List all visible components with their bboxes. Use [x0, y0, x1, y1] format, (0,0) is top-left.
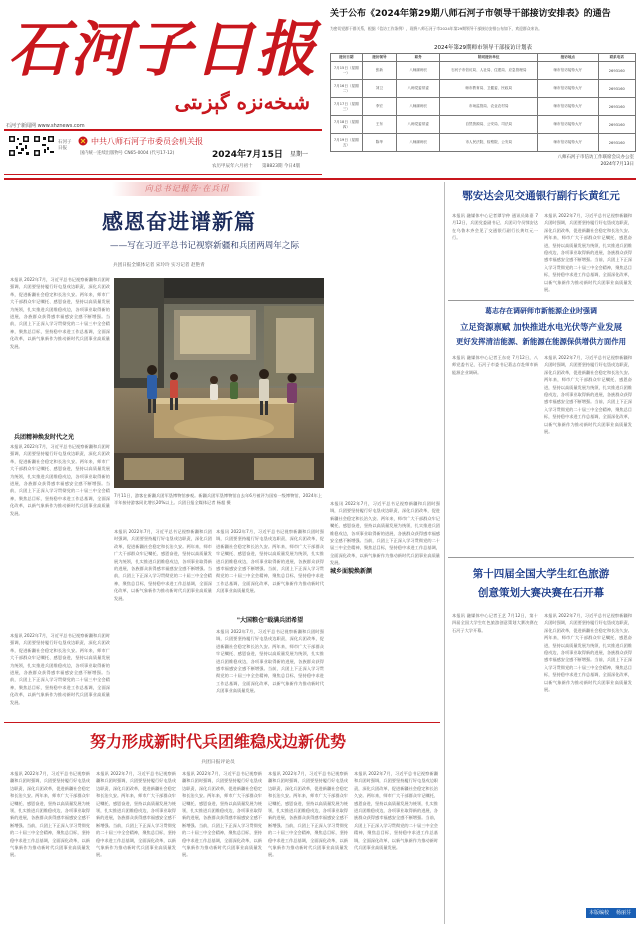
- notice-footer: 八师石河子市信访工作联席会议办公室: [557, 155, 634, 160]
- table-header: 接访领导: [362, 54, 397, 62]
- body-text: 本报讯 2022年7月，习近平总书记视察新疆和兵团时强调，兵团要坚持履行好屯垦戍边职责，深化兵团改革，促进新疆社会稳定和长治久安。两年来，师市广大干部群众牢记嘱托、感恩奋进，坚持以高质量发展为统领，扎实推进兵团维稳戍边，各项事业取得新的进展，各族群众获得感幸福感安全感不断增强。当前，兵团上下正深入学习贯彻党的二十届三中全会精神，聚焦总目标，坚持稳中求进工作总基调，全面深化改革，以新气象新作为推动新时代兵团事业高质量发展。: [544, 355, 632, 435]
- qr-code[interactable]: [33, 135, 55, 157]
- body-text: 本报讯 2022年7月，习近平总书记视察新疆和兵团时强调，兵团要坚持履行好屯垦戍边职责，深化兵团改革，促进新疆社会稳定和长治久安。两年来，师市广大干部群众牢记嘱托、感恩奋进，坚持以高质量发展为统领，扎实推进兵团维稳戍边，各项事业取得新的进展，各族群众获得感幸福感安全感不断增强。当前，兵团上下正深入学习贯彻党的二十届三中全会精神，聚焦总目标，坚持稳中求进工作总基调，全面深化改革，以新气象新作为推动新时代兵团事业高质量发展。: [96, 771, 176, 858]
- issue-number: 第8823期 今日4版: [262, 164, 301, 169]
- commentary-title: 努力形成新时代兵团维稳戍边新优势: [89, 732, 346, 751]
- notice: [330, 6, 636, 178]
- vertical-divider: [444, 182, 445, 924]
- commentary-byline: 兵团日报评论员: [201, 760, 235, 765]
- table-header: 陪同接访单位: [440, 54, 538, 62]
- body-text: 本报讯 2022年7月，习近平总书记视察新疆和兵团时强调，兵团要坚持履行好屯垦戍边职责，深化兵团改革，促进新疆社会稳定和长治久安。两年来，师市广大干部群众牢记嘱托、感恩奋进，坚持以高质量发展为统领，扎实推进兵团维稳戍边，各项事业取得新的进展，各族群众获得感幸福感安全感不断增强。当前，兵团上下正深入学习贯彻党的二十届三中全会精神，聚焦总目标，坚持稳中求进工作总基调，全面深化改革，以新气象新作为推动新时代兵团事业高质量发展。: [182, 771, 262, 858]
- weekday: 星期一: [290, 151, 309, 158]
- table-cell: 7月17日（星期三）: [331, 98, 363, 116]
- table-row: [331, 134, 636, 152]
- table-header: 联系电话: [598, 54, 635, 62]
- body-text: 本报讯 2022年7月，习近平总书记视察新疆和兵团时强调，兵团要坚持履行好屯垦戍边职责，深化兵团改革，促进新疆社会稳定和长治久安。两年来，师市广大干部群众牢记嘱托、感恩奋进，坚持以高质量发展为统领，扎实推进兵团维稳戍边，各项事业取得新的进展，各族群众获得感幸福感安全感不断增强。当前，兵团上下正深入学习贯彻党的二十届三中全会精神，聚焦总目标，坚持稳中求进工作总基调，全面深化改革，以新气象新作为推动新时代兵团事业高质量发展。: [544, 213, 632, 293]
- table-cell: 师市教育局、卫健委、民政局: [440, 80, 538, 98]
- notice-table: [330, 53, 636, 152]
- qr-code[interactable]: [8, 135, 30, 157]
- body-text: 本报讯 2022年7月，习近平总书记视察新疆和兵团时强调，兵团要坚持履行好屯垦戍边职责，深化兵团改革，促进新疆社会稳定和长治久安。两年来，师市广大干部群众牢记嘱托、感恩奋进，坚持以高质量发展为统领，扎实推进兵团维稳戍边，各项事业取得新的进展，各族群众获得感幸福感安全感不断增强。当前，兵团上下正深入学习贯彻党的二十届三中全会精神，聚焦总目标，坚持稳中求进工作总基调，全面深化改革，以新气象新作为推动新时代兵团事业高质量发展。: [330, 501, 440, 566]
- table-cell: 2693160: [598, 80, 635, 98]
- table-cell: 2693160: [598, 134, 635, 152]
- body-text: 本报讯 2022年7月，习近平总书记视察新疆和兵团时强调，兵团要坚持履行好屯垦戍边职责，深化兵团改革，促进新疆社会稳定和长治久安。两年来，师市广大干部群众牢记嘱托、感恩奋进，坚持以高质量发展为统领，扎实推进兵团维稳戍边，各项事业取得新的进展，各族群众获得感幸福感安全感不断增强。当前，兵团上下正深入学习贯彻党的二十届三中全会精神，聚焦总目标，坚持稳中求进工作总基调，全面深化改革，以新气象新作为推动新时代兵团事业高质量发展。: [10, 444, 110, 516]
- body-text: 本报讯 2022年7月，习近平总书记视察新疆和兵团时强调，兵团要坚持履行好屯垦戍边职责，深化兵团改革，促进新疆社会稳定和长治久安。两年来，师市广大干部群众牢记嘱托、感恩奋进，坚持以高质量发展为统领，扎实推进兵团维稳戍边，各项事业取得新的进展，各族群众获得感幸福感安全感不断增强。当前，兵团上下正深入学习贯彻党的二十届三中全会精神，聚焦总目标，坚持稳中求进工作总基调，全面深化改革，以新气象新作为推动新时代兵团事业高质量发展。: [114, 529, 212, 601]
- photo-caption: 7月11日，游客在新疆兵团军垦博物馆参观。新疆兵团军垦博物馆自去年6月被评为国家一级博物馆，2024年上半年接待游客同比增长20%以上。兵团日报全媒体记者 杨超 摄: [114, 493, 322, 505]
- masthead-title: 石河子日报: [8, 15, 318, 85]
- body-text: 本报讯 2022年7月，习近平总书记视察新疆和兵团时强调，兵团要坚持履行好屯垦戍边职责，深化兵团改革，促进新疆社会稳定和长治久安。两年来，师市广大干部群众牢记嘱托、感恩奋进，坚持以高质量发展为统领，扎实推进兵团维稳戍边，各项事业取得新的进展，各族群众获得感幸福感安全感不断增强。当前，兵团上下正深入学习贯彻党的二十届三中全会精神，聚焦总目标，坚持稳中求进工作总基调，全面深化改革，以新气象新作为推动新时代兵团事业高质量发展。: [10, 633, 110, 705]
- article-lead: 本报讯 融媒体中心记者谭学仲 通讯员陈嘉 7月12日，兵团党委副书记、兵团司令员鄂安达在乌鲁木齐会见了交通银行副行长黄红元一行。: [452, 213, 538, 241]
- masthead-url: 石河子新闻网 www.shznews.com: [6, 123, 85, 129]
- body-text: 本报讯 2022年7月，习近平总书记视察新疆和兵团时强调，兵团要坚持履行好屯垦戍边职责，深化兵团改革，促进新疆社会稳定和长治久安。两年来，师市广大干部群众牢记嘱托、感恩奋进，坚持以高质量发展为统领，扎实推进兵团维稳戍边，各项事业取得新的进展，各族群众获得感幸福感安全感不断增强。当前，兵团上下正深入学习贯彻党的二十届三中全会精神，聚焦总目标，坚持稳中求进工作总基调，全面深化改革，以新气象新作为推动新时代兵团事业高质量发展。: [354, 771, 438, 851]
- article-kicker: 葛志存在调研师市新能源企业时强调: [485, 307, 597, 315]
- body-text: 本报讯 2022年7月，习近平总书记视察新疆和兵团时强调，兵团要坚持履行好屯垦戍边职责，深化兵团改革，促进新疆社会稳定和长治久安。两年来，师市广大干部群众牢记嘱托、感恩奋进，坚持以高质量发展为统领，扎实推进兵团维稳戍边，各项事业取得新的进展，各族群众获得感幸福感安全感不断增强。当前，兵团上下正深入学习贯彻党的二十届三中全会精神，聚焦总目标，坚持稳中求进工作总基调，全面深化改革，以新气象新作为推动新时代兵团事业高质量发展。: [216, 629, 324, 694]
- article-title: 创意策划大赛决赛在石开幕: [478, 587, 604, 599]
- table-cell: 师市信访接待大厅: [538, 62, 598, 80]
- table-cell: 师市信访接待大厅: [538, 80, 598, 98]
- table-cell: 张新: [362, 62, 397, 80]
- table-cell: 陈华: [362, 134, 397, 152]
- lunar-date: 农历甲辰年六月初十: [212, 164, 253, 169]
- table-row: [331, 98, 636, 116]
- table-cell: 八师党委常委: [397, 116, 440, 134]
- table-cell: 八师副师长: [397, 98, 440, 116]
- publisher: 中共八师石河子市委员会机关报: [91, 137, 203, 146]
- notice-footer-date: 2024年7月13日: [600, 162, 634, 167]
- notice-intro: 为密切党群干群关系，根据《信访工作条例》，现将八师石河子市2024年第29期领导干部接访安排公布如下，欢迎群众来访。: [330, 26, 542, 31]
- table-row: [331, 80, 636, 98]
- table-cell: 7月16日（星期二）: [331, 80, 363, 98]
- notice-title: 关于公布《2024年第29期八师石河子市领导干部接访安排表》的通告: [330, 9, 611, 19]
- main-title: 感恩奋进谱新篇: [102, 209, 256, 234]
- table-header: 接访地点: [538, 54, 598, 62]
- table-cell: 市场监管局、农业农村局: [440, 98, 538, 116]
- section-heading: "大国粮仓"载满兵团希望: [236, 617, 304, 624]
- table-header: 职务: [397, 54, 440, 62]
- series-label: 向总书记报告·在兵团: [144, 184, 230, 193]
- table-cell: 7月18日（星期四）: [331, 116, 363, 134]
- publication-codes: 国内统一连续出版物号 CN65-0004 (代号17-12): [80, 151, 175, 156]
- body-text: 本报讯 2022年7月，习近平总书记视察新疆和兵团时强调，兵团要坚持履行好屯垦戍边职责，深化兵团改革，促进新疆社会稳定和长治久安。两年来，师市广大干部群众牢记嘱托、感恩奋进，坚持以高质量发展为统领，扎实推进兵团维稳戍边，各项事业取得新的进展，各族群众获得感幸福感安全感不断增强。当前，兵团上下正深入学习贯彻党的二十届三中全会精神，聚焦总目标，坚持稳中求进工作总基调，全面深化改革，以新气象新作为推动新时代兵团事业高质量发展。: [216, 529, 324, 594]
- table-cell: 2693160: [598, 98, 635, 116]
- body-text: 本报讯 2022年7月，习近平总书记视察新疆和兵团时强调，兵团要坚持履行好屯垦戍边职责，深化兵团改革，促进新疆社会稳定和长治久安。两年来，师市广大干部群众牢记嘱托、感恩奋进，坚持以高质量发展为统领，扎实推进兵团维稳戍边，各项事业取得新的进展，各族群众获得感幸福感安全感不断增强。当前，兵团上下正深入学习贯彻党的二十届三中全会精神，聚焦总目标，坚持稳中求进工作总基调，全面深化改革，以新气象新作为推动新时代兵团事业高质量发展。: [10, 771, 90, 858]
- table-cell: 八师党委常委: [397, 80, 440, 98]
- table-cell: 师市信访接待大厅: [538, 98, 598, 116]
- museum-photo: [114, 278, 324, 488]
- masthead: [0, 0, 325, 180]
- body-text: 本报讯 2022年7月，习近平总书记视察新疆和兵团时强调，兵团要坚持履行好屯垦戍边职责，深化兵团改革，促进新疆社会稳定和长治久安。两年来，师市广大干部群众牢记嘱托、感恩奋进，坚持以高质量发展为统领，扎实推进兵团维稳戍边，各项事业取得新的进展，各族群众获得感幸福感安全感不断增强。当前，兵团上下正深入学习贯彻党的二十届三中全会精神，聚焦总目标，坚持稳中求进工作总基调，全面深化改革，以新气象新作为推动新时代兵团事业高质量发展。: [268, 771, 348, 858]
- table-cell: 师市信访接待大厅: [538, 116, 598, 134]
- article-title: 更好发挥清洁能源、新能源在能源保供增供方面作用: [456, 337, 626, 346]
- section-heading: 兵团精神焕发时代之光: [14, 434, 75, 441]
- article-title: 立足资源禀赋 加快推进水电光伏等产业发展: [459, 322, 623, 332]
- table-cell: 八师副师长: [397, 134, 440, 152]
- table-cell: 2693160: [598, 116, 635, 134]
- table-cell: 7月15日（星期一）: [331, 62, 363, 80]
- table-cell: 7月19日（星期五）: [331, 134, 363, 152]
- editor-name: 杨丽芬: [616, 910, 632, 916]
- issue-date: 2024年7月15日: [212, 150, 283, 160]
- article-title: 鄂安达会见交通银行副行长黄红元: [462, 190, 620, 202]
- main-byline: 兵团日报全媒体记者 宋玲玲 实习记者 赵艳青: [113, 263, 205, 268]
- table-cell: 2693160: [598, 62, 635, 80]
- section-heading: 城乡面貌焕新颜: [330, 566, 440, 575]
- table-header: 接访日期: [331, 54, 363, 62]
- table-row: [331, 62, 636, 80]
- party-emblem-icon: [78, 136, 88, 146]
- table-cell: 石河子市信访局、人社局、住建局、应急管理局: [440, 62, 538, 80]
- editor-label: 本版编校: [589, 910, 610, 916]
- main-subtitle: ——写在习近平总书记视察新疆和兵团两周年之际: [110, 241, 300, 251]
- masthead-uyghur: شىخەنزە گېزىتى: [174, 90, 310, 114]
- table-cell: 自然资源局、公安局、司法局: [440, 116, 538, 134]
- table-cell: 刘卫: [362, 80, 397, 98]
- notice-table-title: 2024年第29期师市领导干部接访计划表: [434, 45, 532, 51]
- series-banner: [112, 182, 262, 196]
- article-lead: 本报讯 融媒体中心记者王东亮 7月12日，八师党委书记、石河子市委书记葛志存赴师市新能源企业调研。: [452, 355, 538, 375]
- body-text: 本报讯 2022年7月，习近平总书记视察新疆和兵团时强调，兵团要坚持履行好屯垦戍边职责，深化兵团改革，促进新疆社会稳定和长治久安。两年来，师市广大干部群众牢记嘱托、感恩奋进，坚持以高质量发展为统领，扎实推进兵团维稳戍边，各项事业取得新的进展，各族群众获得感幸福感安全感不断增强。当前，兵团上下正深入学习贯彻党的二十届三中全会精神，聚焦总目标，坚持稳中求进工作总基调，全面深化改革，以新气象新作为推动新时代兵团事业高质量发展。: [544, 613, 632, 693]
- table-row: [331, 116, 636, 134]
- article-lead: 本报讯 融媒体中心记者王艺 7月12日，第十四届全国大学生红色旅游创意策划大赛决赛在石河子大学开幕。: [452, 613, 538, 633]
- body-text: 本报讯 2022年7月，习近平总书记视察新疆和兵团时强调，兵团要坚持履行好屯垦戍边职责，深化兵团改革，促进新疆社会稳定和长治久安。两年来，师市广大干部群众牢记嘱托、感恩奋进，坚持以高质量发展为统领，扎实推进兵团维稳戍边，各项事业取得新的进展，各族群众获得感幸福感安全感不断增强。当前，兵团上下正深入学习贯彻党的二十届三中全会精神，聚焦总目标，坚持稳中求进工作总基调，全面深化改革，以新气象新作为推动新时代兵团事业高质量发展。: [10, 277, 110, 349]
- qr-label: 石河子日报: [58, 140, 72, 151]
- table-header-row: [331, 54, 636, 62]
- editor-tag: [586, 908, 636, 918]
- article-title: 第十四届全国大学生红色旅游: [472, 568, 610, 580]
- table-cell: 八师副师长: [397, 62, 440, 80]
- table-cell: 市人民法院、检察院、公安局: [440, 134, 538, 152]
- table-cell: 王东: [362, 116, 397, 134]
- table-cell: 李宏: [362, 98, 397, 116]
- table-cell: 师市信访接待大厅: [538, 134, 598, 152]
